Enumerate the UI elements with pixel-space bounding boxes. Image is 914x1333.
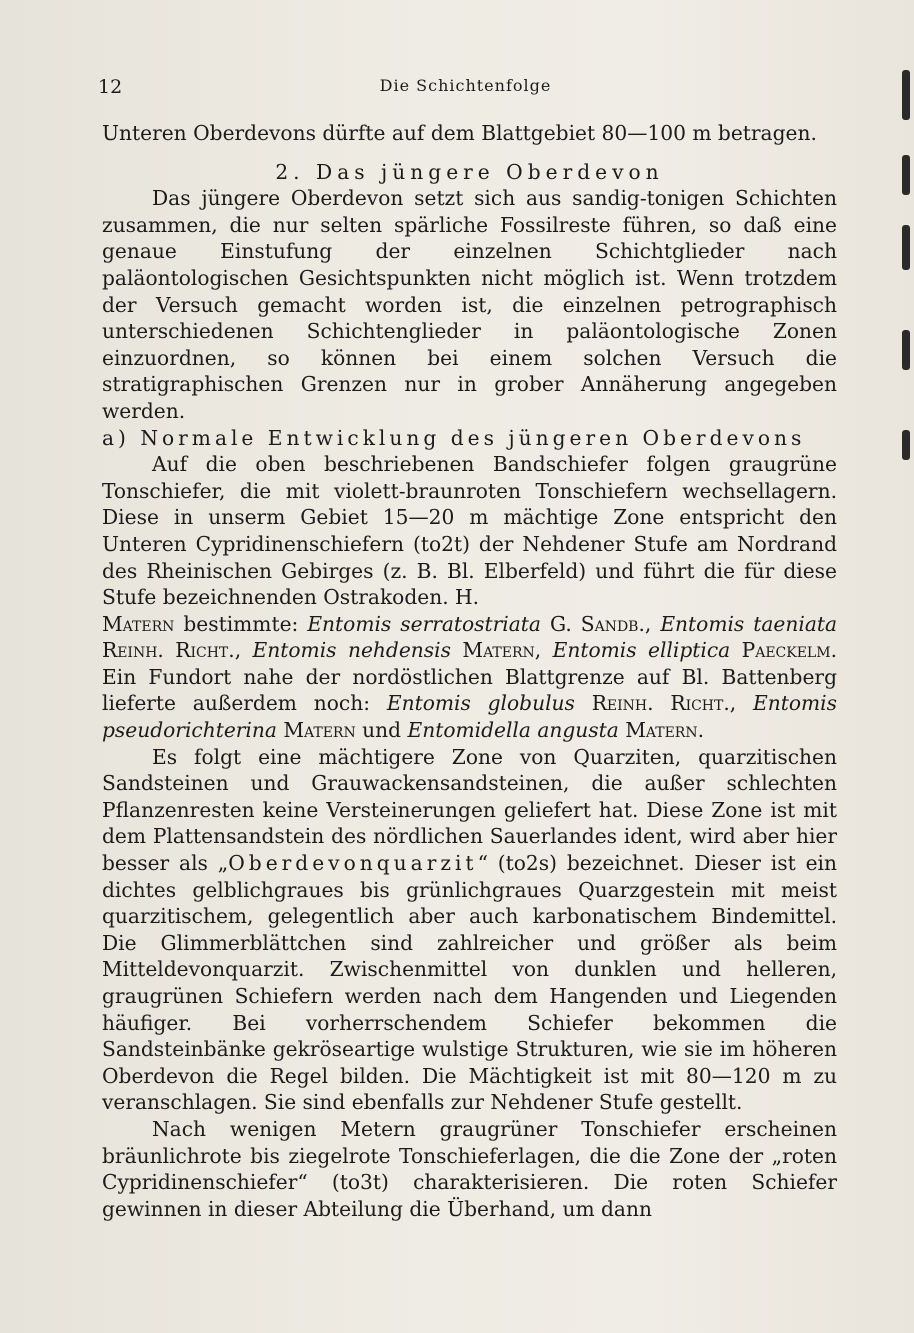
binding-mark xyxy=(902,155,910,195)
paragraph-red-shale: Nach wenigen Metern graugrüner Tonschiefer erscheinen bräunlichrote bis ziegelrote Tonschieferlagen, die die Zone der „roten Cypridinenschiefer“ (to3t) charakterisieren. Die roten Schiefer gewinnen in dieser Abteilung die Überhand, um dann xyxy=(102,1116,837,1221)
paragraph-intro: Das jüngere Oberdevon setzt sich aus sandig-tonigen Schichten zusammen, die nur selten spärliche Fossilreste führen, so daß eine genaue Einstufung der einzelnen Schichtglieder nach paläontologischen Gesichtspunkten nicht möglich ist. Wenn trotzdem der Versuch gemacht worden ist, die einzelnen petrographisch unterschiedenen Schichtenglieder in paläontologische Zonen einzuordnen, so können bei einem solchen Versuch die stratigraphischen Grenzen nur in grober Annäherung angegeben werden. xyxy=(102,186,837,423)
binding-mark xyxy=(902,70,910,120)
text-run: , xyxy=(729,691,754,716)
text-run: , xyxy=(234,638,253,663)
text-run: und xyxy=(355,718,408,743)
binding-mark xyxy=(902,430,910,460)
species-name: Entomis nehdensis xyxy=(252,638,451,663)
running-title: Die Schichtenfolge xyxy=(379,76,552,95)
text-run: . xyxy=(697,718,704,743)
body-text xyxy=(102,120,837,1222)
author-name: G. Sandb. xyxy=(540,611,645,636)
species-name: Entomis pseudorichterina xyxy=(102,691,837,743)
text-run: , xyxy=(644,611,661,636)
text-run: bestimmte: xyxy=(174,611,308,636)
subsection-heading: a) Normale Entwicklung des jüngeren Oberdevons xyxy=(102,425,806,450)
binding-mark xyxy=(902,330,910,370)
page-header xyxy=(98,70,833,104)
species-name: Entomis elliptica xyxy=(552,638,731,663)
species-name: Entomis serratostriata xyxy=(307,611,541,636)
author-name: Matern xyxy=(450,638,535,663)
species-name: Entomis taeniata xyxy=(660,611,838,636)
text-run: Ein Fundort nahe der nordöstlichen Blattgrenze auf Bl. Battenberg lieferte außerdem noch: xyxy=(102,664,837,716)
species-name: Entomis globulus xyxy=(386,691,575,716)
author-name: Matern xyxy=(102,611,175,636)
binding-mark xyxy=(902,225,910,270)
text-run: “ (to2s) bezeichnet. Dieser ist ein dichtes gelblichgraues bis grünlichgraues Quarzgestein mit meist quarzitischem, gelegentlich aber auch karbonatischem Bindemittel. Die Glimmerblättchen sind zahlreicher und größer als beim Mitteldevonquarzit. Zwischenmittel von dunklen und helleren, graugrünen Schiefern werden nach dem Hangenden und Liegenden häufiger. Bei vorherrschendem Schiefer bekommen die Sandsteinbänke gekröseartige wulstige Strukturen, wie sie im höheren Oberdevon die Regel bilden. Die Mächtigkeit ist mit 80—120 m zu veranschlagen. Sie sind ebenfalls zur Nehdener Stufe gestellt. xyxy=(102,851,837,1115)
paragraph-continuation: Unteren Oberdevons dürfte auf dem Blattgebiet 80—100 m betragen. xyxy=(102,121,817,145)
text-run: , xyxy=(534,638,553,663)
species-name: Entomidella angusta xyxy=(407,718,619,743)
author-name: Matern xyxy=(618,718,698,743)
text-run: Auf die oben beschriebenen Bandschiefer folgen graugrüne Tonschiefer, die mit violett-braunroten Tonschiefern wechsellagern. Diese in unserm Gebiet 15—20 m mächtige Zone entspricht den Unteren Cypridinenschiefern (to2t) der Nehdener Stufe am Nordrand des Rheinischen Gebirges (z. B. Bl. Elberfeld) und führt die für diese Stufe bezeichnenden Ostrakoden. H. xyxy=(102,452,837,610)
section-heading: 2. Das jüngere Oberdevon xyxy=(275,159,664,184)
author-name: Paeckelm. xyxy=(730,638,837,663)
paragraph-quartzite xyxy=(102,744,837,1116)
emphasized-term: Oberdevonquarzit xyxy=(228,851,478,876)
text-run: Es folgt eine mächtigere Zone von Quarziten, quarzitischen Sandsteinen und Grauwackensandsteinen, die außer schlechten Pflanzenresten keine Versteinerungen geliefert hat. Diese Zone ist mit dem Plattensandstein des nördlichen Sauerlandes ident, wird aber hier besser als „ xyxy=(102,744,837,876)
author-name: Reinh. Richt. xyxy=(574,691,730,716)
author-name: Reinh. Richt. xyxy=(102,638,235,663)
page-number: 12 xyxy=(98,76,123,98)
paragraph-ostracods xyxy=(102,451,837,744)
author-name: Matern xyxy=(276,718,356,743)
